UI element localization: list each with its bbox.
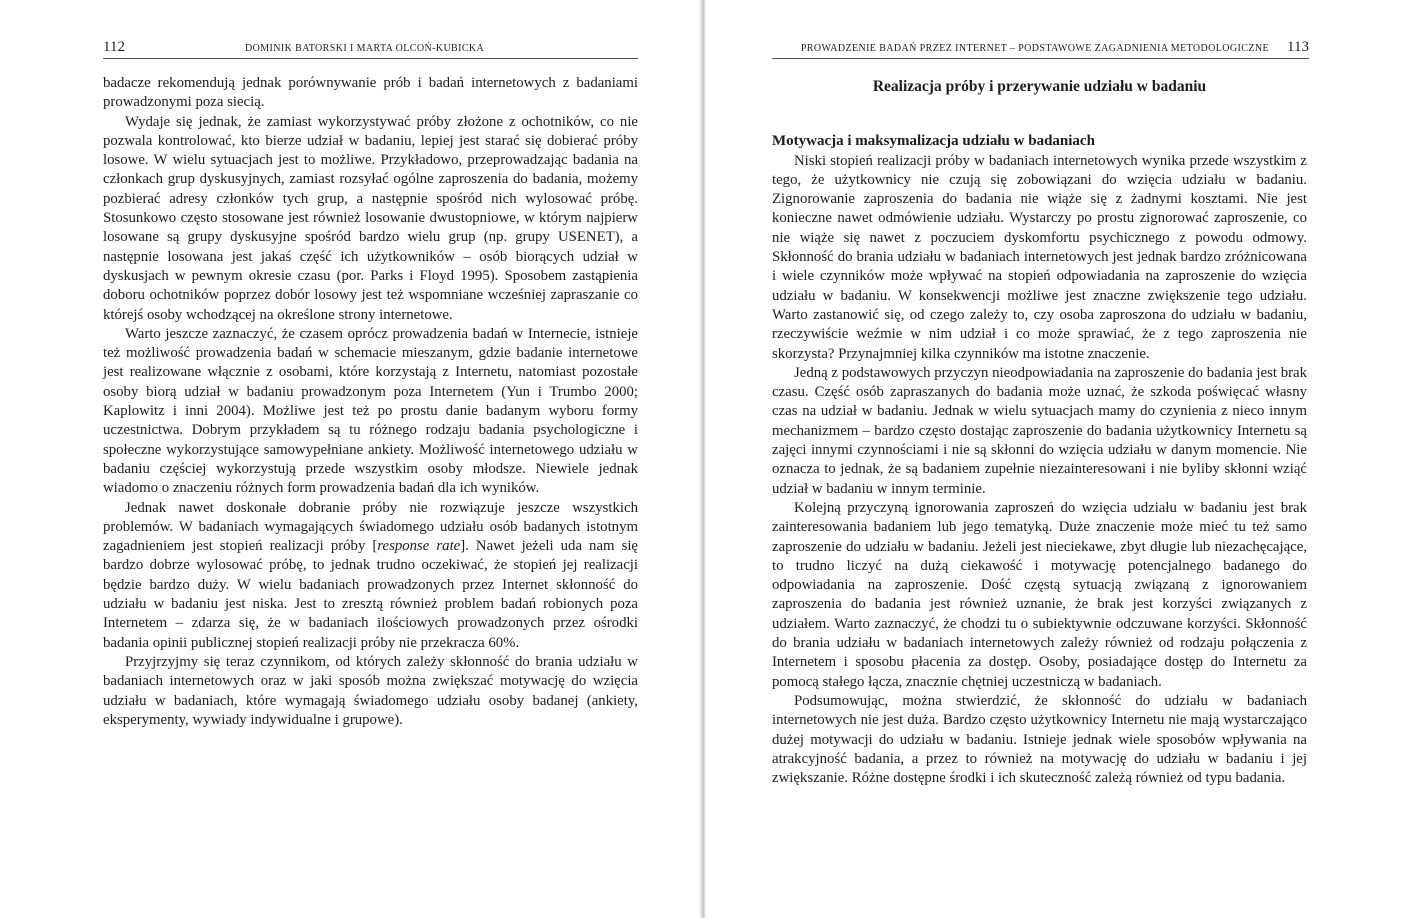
paragraph: Kolejną przyczyną ignorowania zaproszeń do wzięcia udziału w badaniu jest brak zainteresowania badaniem lub jego tematyką. Duże znaczenie może mieć tu też samo zaproszenie do udziału w badaniu. Jeżeli jest nieciekawe, zbyt długie lub niezachęcające, to trudno liczyć na dużą ciekawość i motywację potencjalnego badanego do odpowiadania na zaproszenie. Dość częstą sytuacją związaną z ignorowaniem zaproszenia do badania jest również uznanie, że brak jest korzyści związanych z udziałem. Warto zaznaczyć, że chodzi tu o subiektywnie odczuwane korzyści. Skłonność do brania udziału w badaniach internetowych zależy również od rodzaju połączenia z Internetem i sposobu płacenia za dostęp. Osoby, posiadające dostęp do Internetu za pomocą stałego łącza, znacznie chętniej uczestniczą w badaniach. <box>772 499 1307 690</box>
paragraph-response-rate <box>103 499 638 653</box>
paragraph: Wydaje się jednak, że zamiast wykorzystywać próby złożone z ochotników, co nie pozwala kontrolować, kto bierze udział w badaniu, lepiej jest starać się dobierać próby losowe. W wielu sytuacjach jest to możliwe. Przykładowo, przeprowadzając badania na członkach grup dyskusyjnych, zamiast rozsyłać ogólne zaproszenia do badania, możemy pozbierać adresy członków tych grup, a następnie spośród nich wylosować próbę. Stosunkowo często stosowane jest również losowanie dwustopniowe, w którym najpierw losowane są grupy dyskusyjne spośród bardzo wielu grup (np. grupy USENET), a następnie losowana jest jakaś część ich użytkowników – osób biorących udział w dyskusjach w pewnym okresie czasu (por. Parks i Floyd 1995). Sposobem zastąpienia doboru ochotników poprzez dobór losowy jest też wspomniane wcześniej zapraszanie co którejś osoby wchodzącej na określone strony internetowe. <box>103 113 638 323</box>
left-text-column <box>103 74 638 730</box>
left-page-number: 112 <box>103 39 125 55</box>
right-page-number: 113 <box>1287 39 1309 55</box>
paragraph: Podsumowując, można stwierdzić, że skłonność do udziału w badaniach internetowych nie jest duża. Bardzo często użytkownicy Internetu nie mają wystarczająco dużej motywacji do udziału w badaniu. Istnieje jednak wiele sposobów wpływania na atrakcyjność badania, a przez to również na motywację do udziału w badaniu i jej zwiększanie. Różne dostępne środki i ich skuteczność zależą również od typu badania. <box>772 692 1307 787</box>
paragraph: Jedną z podstawowych przyczyn nieodpowiadania na zaproszenie do badania jest brak czasu. Część osób zapraszanych do badania może uznać, że szkoda poświęcać własny czas na udział w badaniu. Jednak w wielu sytuacjach mamy do czynienia z nieco innym mechanizmem – bardzo często dostając zaproszenie do badania użytkownicy Internetu są zajęci innymi czynnościami i nie są skłonni do wzięcia udziału w danym momencie. Nie oznacza to jednak, że są badaniem zupełnie niezainteresowani i nie byliby skłonni wziąć udział w badaniu w innym terminie. <box>772 364 1307 497</box>
paragraph: Niski stopień realizacji próby w badaniach internetowych wynika przede wszystkim z tego, że użytkownicy nie czują się zobowiązani do wzięcia udziału w badaniu. Zignorowanie zaproszenia do badania nie wiąże się z żadnymi kosztami. Nie jest konieczne nawet odmówienie udziału. Wystarczy po prostu zignorować zaproszenie, co nie wiąże się nawet z poczuciem dyskomfortu psychicznego z powodu odmowy. Skłonność do brania udziału w badaniach internetowych jest jednak bardzo zróżnicowana i wiele czynników może wpływać na stopień odpowiadania na zaproszenie do wzięcia udziału w badaniu. W konsekwencji możliwe jest znaczne zwiększenie tego udziału. Warto zastanowić się, od czego zależy to, czy osoba zaproszona do udziału w badaniu, rzeczywiście weźmie w nim udział i co może sprawiać, że z tego zaproszenia nie skorzysta? Przynajmniej kilka czynników ma istotne znaczenie. <box>772 152 1307 362</box>
italic-term: response rate <box>377 538 461 555</box>
paragraph-text: Jednak nawet doskonałe dobranie próby nie rozwiązuje jeszcze wszystkich problemów. W badaniach wymagających świadomego udziału osób badanych istotnym zagadnieniem jest stopień realizacji próby [ <box>103 499 638 555</box>
right-running-head-text: PROWADZENIE BADAŃ PRZEZ INTERNET – PODSTAWOWE ZAGADNIENIA METODOLOGICZNE <box>800 43 1269 54</box>
paragraph: Warto jeszcze zaznaczyć, że czasem oprócz prowadzenia badań w Internecie, istnieje też możliwość prowadzenia badań w schemacie mieszanym, gdzie badanie internetowe jest realizowane włącznie z osobami, które korzystają z Internetu, natomiast pozostałe osoby biorą udział w badaniu prowadzonym poza Internetem (Yun i Trumbo 2000; Kaplowitz i inni 2004). Możliwe jest też po prostu danie badanym wyboru formy uczestnictwa. Dobrym przykładem są tu różnego rodzaju badania psychologiczne i społeczne wykorzystujące samowypełniane ankiety. Możliwość internetowego udziału w badaniu częściej wykorzystują przede wszystkim osoby młodsze. Niewiele jednak wiadomo o znaczeniu różnych form prowadzenia badań dla ich wyników. <box>103 325 638 497</box>
left-running-header <box>103 34 638 59</box>
paragraph: Przyjrzyjmy się teraz czynnikom, od których zależy skłonność do brania udziału w badaniach internetowych oraz w jaki sposób można zwiększać motywację do wzięcia udziału w badaniach, które wymagają świadomego udziału osoby badanej (ankiety, eksperymenty, wywiady indywidualne i grupowe). <box>103 653 638 728</box>
section-title: Realizacja próby i przerywanie udziału w badaniu <box>872 78 1207 95</box>
right-page <box>702 0 1404 918</box>
right-text-column <box>772 74 1307 788</box>
paragraph-text: ]. Nawet jeżeli uda nam się bardzo dobrze wylosować próbę, to jednak trudno oczekiwać, że stopień jej realizacji będzie bardzo duży. W wielu badaniach prowadzonych przez Internet skłonność do udziału w badaniu jest niska. Jest to zresztą również problem badań robionych poza Internetem – zdarza się, że w badaniach ilościowych prowadzonych przez ośrodki badania opinii publicznej stopień realizacji próby nie przekracza 60%. <box>103 538 639 651</box>
subsection-title: Motywacja i maksymalizacja udziału w badaniach <box>772 133 1095 150</box>
paragraph: badacze rekomendują jednak porównywanie prób i badań internetowych z badaniami prowadzonymi poza siecią. <box>103 75 638 111</box>
left-running-head-text: DOMINIK BATORSKI I MARTA OLCOŃ-KUBICKA <box>245 43 485 54</box>
right-running-header <box>772 34 1309 59</box>
